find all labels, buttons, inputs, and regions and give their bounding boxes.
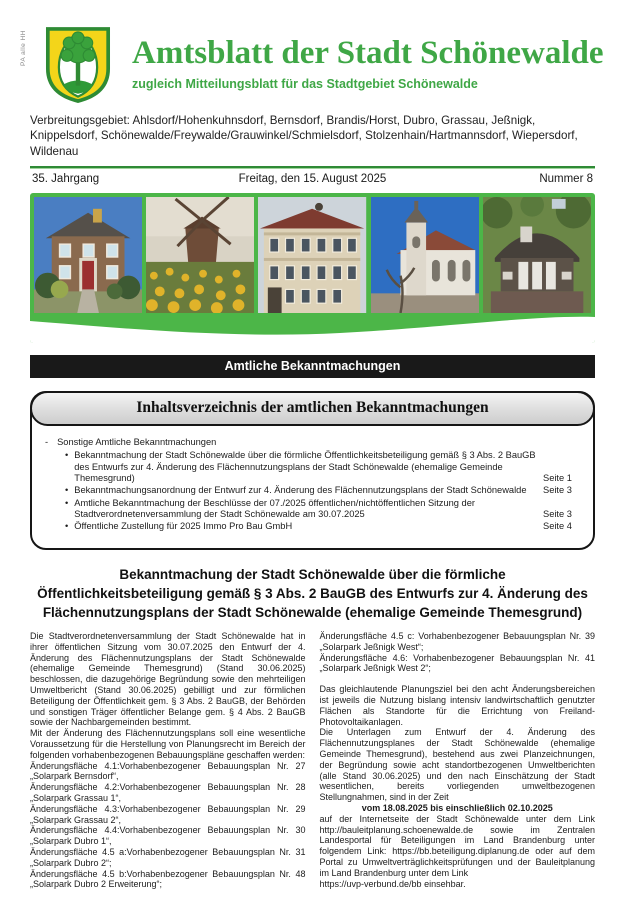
paragraph: auf der Internetseite der Stadt Schönewalde unter dem Link http://bauleitplanung.schoenewalde.de sowie im Zentralen Landesportal für Beteiligungen im Land Brandenburg unter folgendem Link: https://bb.beteiligung.diplanung.de oder auf dem Portal zu Umweltverträglichkeitsprüfungen und der Bauleitplanung im Land Brandenburg unter dem Link: [319, 813, 595, 878]
toc-item-page: Seite 4: [543, 521, 572, 532]
paragraph: Änderungsfläche 4.5 b:Vorhabenbezogener Bebauungsplan Nr. 48 „Solarpark Dubro 2 Erweiterung“;: [30, 868, 306, 890]
paragraph: Änderungsfläche 4.1:Vorhabenbezogener Bebauungsplan Nr. 27 „Solarpark Bernsdorf“,: [30, 760, 306, 782]
toc-section-dash: -: [45, 436, 49, 447]
coat-of-arms-icon: [36, 26, 120, 104]
toc-item-text: Bekanntmachungsanordnung der Entwurf zur 4. Änderung des Flächennutzungsplans der Stadt Schönewalde: [74, 485, 527, 496]
paragraph: Die Unterlagen zum Entwurf der 4. Änderung des Flächennutzungsplanes der Stadt Schönewalde (ehemalige Gemeinde Themesgrund), bestehend aus zwei Planzeichnungen, der Begründung sowie acht standortbezogenen Umweltberichten (alle Stand 30.06.2025) und den nach Einschätzung der Stadt wesentlichen, bereits vorliegenden umweltbezogenen Stellungnahmen, sind in der Zeit: [319, 727, 595, 803]
toc-item: [45, 485, 583, 496]
toc-item: [45, 498, 583, 521]
paragraph: Die Stadtverordnetenversammlung der Stadt Schönewalde hat in ihrer öffentlichen Sitzung vom 30.07.2025 den Entwurf der 4. Änderung des Flächennutzungsplans der Stadt Schönewalde (ehemalige Gemeinde Themesgrund) (Stand 30.06.2025) beschlossen, die dazugehörige Begründung sowie den mehrteiligen Umweltbericht (Stand 30.06.2025) gebilligt und zur förmlichen Beteiligung der Öffentlichkeit gem. § 3 Abs. 2 BauGB, der Behörden und sonstigen Träger öffentlicher Belange gem. § 4 Abs. 2 BauGB sowie der Nachbargemeinden bestimmt.: [30, 630, 306, 728]
article-body: [30, 631, 595, 890]
paragraph: Änderungsfläche 4.5 a:Vorhabenbezogener Bebauungsplan Nr. 31 „Solarpark Dubro 2“;: [30, 846, 306, 868]
bullet-icon: •: [65, 497, 69, 508]
toc-item: [45, 521, 583, 532]
photo-band: [30, 193, 595, 343]
paragraph: Änderungsfläche 4.5 c: Vorhabenbezogener Bebauungsplan Nr. 39 „Solarpark Jeßnigk West“;: [319, 630, 595, 652]
paragraph: Änderungsfläche 4.6: Vorhabenbezogener Bebauungsplan Nr. 41 „Solarpark Jeßnigk West 2“;: [319, 652, 595, 674]
article-title: Bekanntmachung der Stadt Schönewalde über die förmliche Öffentlichkeitsbeteiligung gemäß § 3 Abs. 2 BauGB des Entwurfs zur 4. Änderung des Flächennutzungsplans der Stadt Schönewalde (ehemalige Gemeinde Themesgrund): [37, 566, 588, 620]
participation-period: vom 18.08.2025 bis einschließlich 02.10.2025: [361, 802, 553, 813]
distribution-area-text: Verbreitungsgebiet: Ahlsdorf/Hohenkuhnsdorf, Bernsdorf, Brandis/Horst, Dubro, Grassau, Jeßnigk, Knippelsdorf, Schönewalde/Freywalde/Grauwinkel/Schmielsdorf, Stolzenhain/Hartmannsdorf, Wiepersdorf, Wildenau: [30, 114, 578, 158]
masthead: [30, 26, 604, 104]
toc-item-page: Seite 3: [543, 485, 572, 496]
brick-house-photo: [34, 197, 142, 313]
toc-item-text: Öffentliche Zustellung für 2025 Immo Pro Bau GmbH: [74, 521, 293, 532]
band-wave-decoration: [30, 309, 595, 343]
paragraph: Änderungsfläche 4.2:Vorhabenbezogener Bebauungsplan Nr. 28 „Solarpark Grassau 1“,: [30, 782, 306, 803]
paragraph: Mit der Änderung des Flächennutzungsplans soll eine wesentliche Voraussetzung für die Herstellung von Planungsrecht im Bereich der folgenden vorhabenbezogenen Bebauungspläne geschaffen werden:: [30, 728, 306, 760]
toc-section-label: Sonstige Amtliche Bekanntmachungen: [57, 436, 217, 447]
issue-volume: 35. Jahrgang: [32, 172, 100, 185]
masthead-text: [132, 26, 604, 91]
wooden-pavilion-photo: [483, 197, 591, 313]
toc-item-page: Seite 1: [543, 472, 572, 483]
toc-section-row: [45, 437, 583, 448]
postal-sidenote: PA alle HH: [20, 30, 27, 66]
paragraph: Das gleichlautende Planungsziel bei den acht Änderungsbereichen ist jeweils die Nutzung bislang intensiv landwirtschaftlich genutzter Flächen als Standorte für die Errichtung von Freiland-Photovoltaikanlagen.: [319, 684, 595, 727]
toc-item-page: Seite 3: [543, 508, 572, 519]
toc-box: [30, 391, 595, 550]
paragraph: Änderungsfläche 4.4:Vorhabenbezogener Bebauungsplan Nr. 30 „Solarpark Dubro 1“,: [30, 825, 306, 847]
toc-body: [32, 426, 593, 548]
paragraph: https://uvp-verbund.de/bb einsehbar.: [319, 878, 466, 889]
bullet-icon: •: [65, 450, 69, 461]
issue-date: Freitag, den 15. August 2025: [238, 172, 387, 185]
issue-bar: [30, 169, 595, 190]
toc-item: [45, 450, 583, 484]
article-left-column: [30, 631, 306, 890]
section-banner: Amtliche Bekanntmachungen: [30, 355, 595, 378]
windmill-sunflower-field-photo: [146, 197, 254, 313]
page-title: Amtsblatt der Stadt Schönewalde: [132, 35, 604, 71]
photo-strip: [34, 197, 591, 313]
page-subtitle: zugleich Mitteilungsblatt für das Stadtgebiet Schönewalde: [132, 76, 478, 91]
town-hall-building-photo: [258, 197, 366, 313]
village-church-photo: [371, 197, 479, 313]
bullet-icon: •: [65, 521, 69, 532]
toc-title: Inhaltsverzeichnis der amtlichen Bekanntmachungen: [30, 391, 595, 426]
paragraph: Änderungsfläche 4.3:Vorhabenbezogener Bebauungsplan Nr. 29 „Solarpark Grassau 2“,: [30, 803, 306, 825]
toc-item-text: Amtliche Bekanntmachung der Beschlüsse der 07./2025 öffentlichen/nichtöffentlichen Sitzung der Stadtverordnetenversammlung der Stadt Schönewalde am 30.07.2025: [74, 497, 475, 519]
article-right-column: [320, 631, 596, 890]
issue-number: Nummer 8: [539, 172, 593, 185]
bullet-icon: •: [65, 485, 69, 496]
toc-item-text: Bekanntmachung der Stadt Schönewalde über die förmliche Öffentlichkeitsbeteiligung gemäß § 3 Abs. 2 BauGB des Entwurfs zur 4. Änderung des Flächennutzungsplans der Stadt Schönewalde (ehemalige Gemeinde Themesgrund): [74, 450, 536, 483]
